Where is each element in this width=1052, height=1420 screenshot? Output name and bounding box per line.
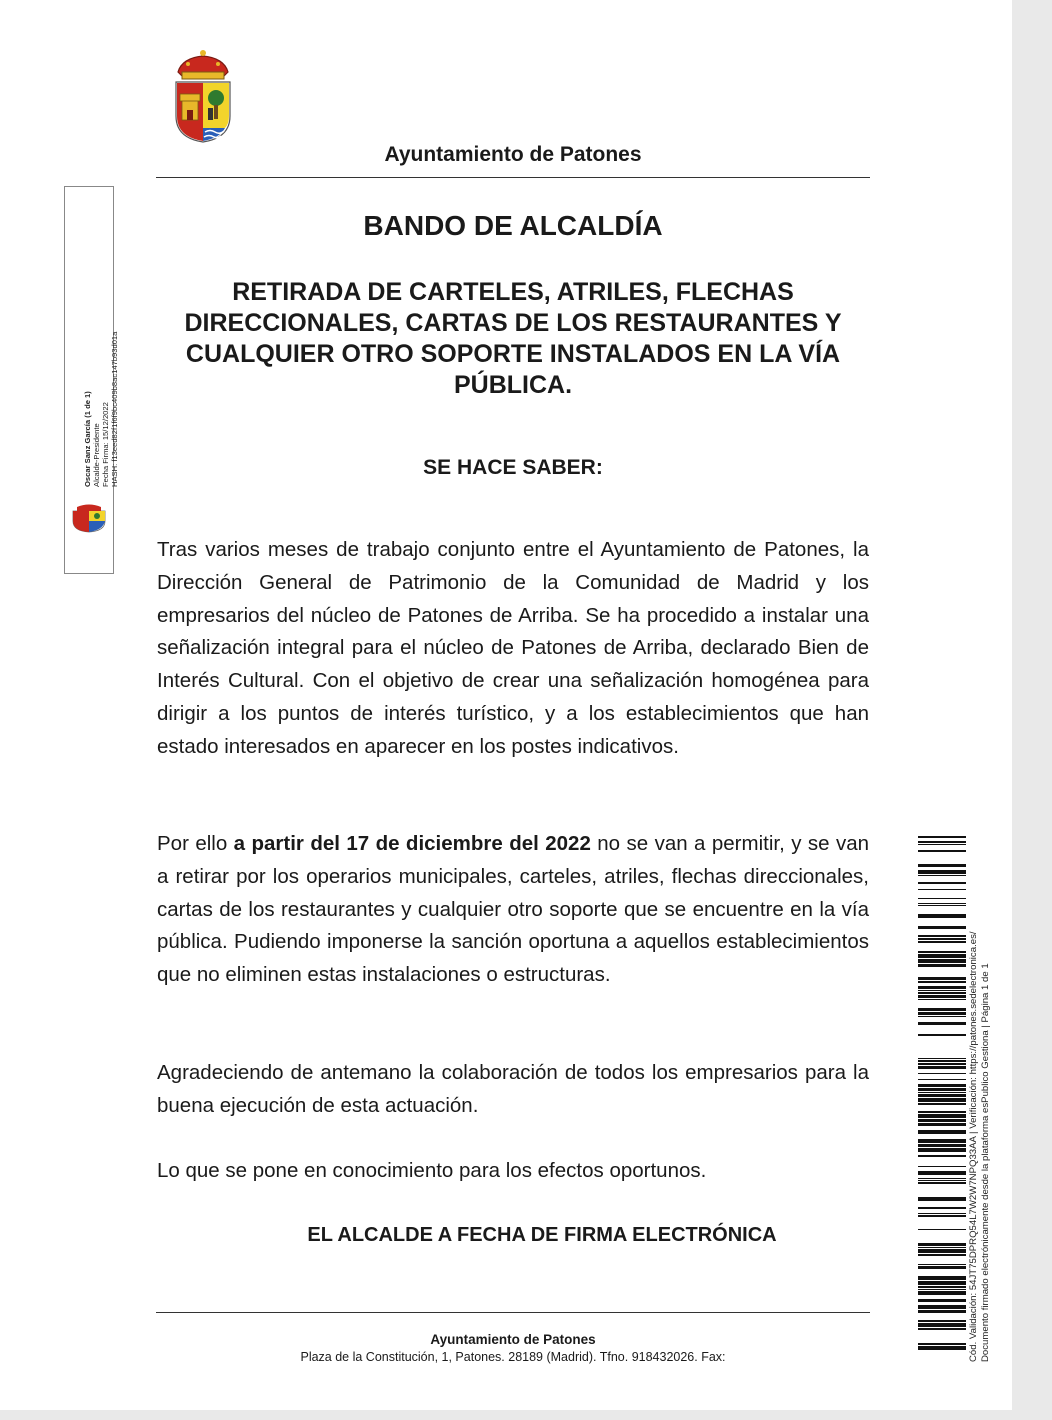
- signature-line: EL ALCALDE A FECHA DE FIRMA ELECTRÓNICA: [307, 1224, 777, 1246]
- signature-stamp-text: [83, 207, 119, 487]
- paragraph-1: Tras varios meses de trabajo conjunto entre el Ayuntamiento de Patones, la Dirección General de Patrimonio de la Comunidad de Madrid y los empresarios del núcleo de Patones de Arriba. Se ha procedido a instalar una señalización integral para el núcleo de Patones de Arriba, declarado Bien de Interés Cultural. Con el objetivo de crear una señalización homogénea para dirigir a los puntos de interés turístico, y a los establecimientos que han estado interesados en aparecer en los postes indicativos.: [157, 538, 869, 758]
- header-institution: Ayuntamiento de Patones: [384, 143, 642, 166]
- signer-role: Alcalde-Presidente: [92, 423, 101, 487]
- signature-stamp: [64, 186, 119, 574]
- footer-address: Plaza de la Constitución, 1, Patones. 28189 (Madrid). Tfno. 918432026. Fax:: [300, 1350, 726, 1364]
- coat-of-arms-icon: [170, 48, 236, 144]
- paragraph-2-post: no se van a permitir, y se van a retirar por los operarios municipales, carteles, atriles, flechas direccionales, cartas de los restaurantes y cualquier otro soporte que se encuentre en la vía pública. Pudiendo imponerse la sanción oportuna a aquellos establecimientos que no eliminen estas instalaciones o estructuras.: [157, 832, 870, 987]
- paragraph-2-pre: Por ello: [157, 832, 234, 855]
- footer-divider: [156, 1312, 870, 1313]
- signature-hash: HASH: f13eed82f1f6f9bc409b8ac147b93d01a: [110, 331, 119, 487]
- coat-of-arms-icon: [69, 503, 109, 533]
- verification-text: [968, 842, 991, 1362]
- document-title: BANDO DE ALCALDÍA: [363, 210, 663, 241]
- barcode-icon: [918, 836, 966, 1362]
- header-divider: [156, 177, 870, 178]
- signer-name: Oscar Sanz García (1 de 1): [83, 391, 92, 487]
- paragraph-4: Lo que se pone en conocimiento para los efectos oportunos.: [157, 1159, 707, 1182]
- verification-line-2: Documento firmado electrónicamente desde la plataforma esPublico Gestiona | Página 1 de 1: [979, 963, 991, 1362]
- paragraph-3: Agradeciendo de antemano la colaboración de todos los empresarios para la buena ejecución de esta actuación.: [157, 1061, 869, 1117]
- paragraph-2-date: a partir del 17 de diciembre del 2022: [233, 832, 591, 855]
- paragraph-2: [157, 828, 869, 992]
- footer-institution: Ayuntamiento de Patones: [430, 1332, 596, 1347]
- document-subject: RETIRADA DE CARTELES, ATRILES, FLECHAS DIRECCIONALES, CARTAS DE LOS RESTAURANTES Y CUALQUIER OTRO SOPORTE INSTALADOS EN LA VÍA PÚBLICA.: [184, 278, 842, 399]
- signature-date: Fecha Firma: 15/12/2022: [101, 402, 110, 487]
- verification-line-1: Cód. Validación: 54JT75DPRQ54L7W2W7NPQ33AA | Verificación: https://patones.sedelectronica.es/: [968, 931, 979, 1362]
- announcement-heading: SE HACE SABER:: [423, 456, 603, 479]
